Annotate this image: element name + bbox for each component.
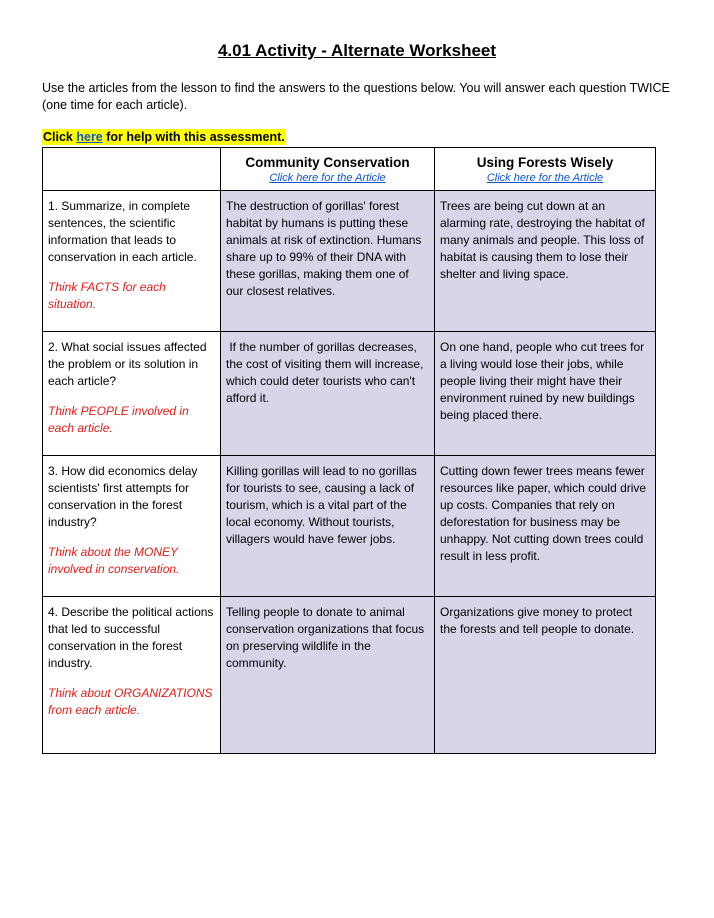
page-title: 4.01 Activity - Alternate Worksheet <box>217 41 497 60</box>
article-link-community[interactable]: Click here for the Article <box>269 172 386 184</box>
hint-text: Think about the MONEY involved in conservation. <box>48 545 180 576</box>
table-row <box>43 456 656 597</box>
answer-cell-forests[interactable] <box>435 456 656 597</box>
article-link-forests[interactable]: Click here for the Article <box>486 172 604 184</box>
table-row <box>43 597 656 754</box>
answer-cell-community[interactable] <box>221 191 435 332</box>
answer-cell-community[interactable] <box>221 597 435 754</box>
worksheet-table <box>42 147 656 754</box>
question-cell <box>43 456 221 597</box>
answer-text: On one hand, people who cut trees for a living would lose their jobs, while people living their might have their environment ruined by new buildings being placed there. <box>440 340 645 422</box>
answer-cell-community[interactable] <box>221 332 435 456</box>
answer-text: Trees are being cut down at an alarming rate, destroying the habitat of many animals and people. This loss of habitat is causing them to lose their shelter and living space. <box>440 199 645 281</box>
question-cell <box>43 597 221 754</box>
answer-cell-forests[interactable] <box>435 191 656 332</box>
answer-cell-forests[interactable] <box>435 332 656 456</box>
question-text: 1. Summarize, in complete sentences, the scientific information that leads to conservation in each article. <box>48 199 197 264</box>
answer-cell-forests[interactable] <box>435 597 656 754</box>
instructions-text: Use the articles from the lesson to find the answers to the questions below. You will answer each question TWICE (one time for each article). <box>42 81 670 112</box>
answer-text: Cutting down fewer trees means fewer resources like paper, which could drive up costs. Companies that rely on deforestation for business may be unhappy. Not cutting down trees could result in less profit. <box>440 464 647 563</box>
hint-text: Think PEOPLE involved in each article. <box>48 404 189 435</box>
help-line <box>42 129 286 145</box>
help-suffix: for help with this assessment. <box>102 130 285 144</box>
answer-text: The destruction of gorillas' forest habitat by humans is putting these animals at risk of extinction. Humans share up to 99% of their DNA with these gorillas, making them one of our closest relatives. <box>226 199 422 298</box>
table-header-row <box>43 148 656 191</box>
help-link[interactable]: here <box>76 130 103 144</box>
hint-text: Think FACTS for each situation. <box>48 280 166 311</box>
header-community-conservation <box>221 148 435 191</box>
answer-text: Telling people to donate to animal conservation organizations that focus on preserving wildlife in the community. <box>226 605 425 670</box>
help-prefix: Click <box>43 130 77 144</box>
answer-text: Organizations give money to protect the forests and tell people to donate. <box>440 605 635 636</box>
answer-text: Killing gorillas will lead to no gorillas for tourists to see, causing a lack of tourism, which is a vital part of the local economy. Without tourists, villagers would have fewer jobs. <box>226 464 417 546</box>
answer-text: If the number of gorillas decreases, the cost of visiting them will increase, which could deter tourists who can't afford it. <box>226 340 427 405</box>
question-text: 4. Describe the political actions that led to successful conservation in the forest industry. <box>48 605 214 670</box>
header-empty-cell <box>43 148 221 191</box>
question-cell <box>43 191 221 332</box>
question-cell <box>43 332 221 456</box>
table-row <box>43 191 656 332</box>
answer-cell-community[interactable] <box>221 456 435 597</box>
column-title: Using Forests Wisely <box>476 155 614 170</box>
question-text: 2. What social issues affected the problem or its solution in each article? <box>48 340 207 388</box>
question-text: 3. How did economics delay scientists' first attempts for conservation in the forest industry? <box>48 464 198 529</box>
header-using-forests-wisely <box>435 148 656 191</box>
column-title: Community Conservation <box>245 155 410 170</box>
hint-text: Think about ORGANIZATIONS from each article. <box>48 686 213 717</box>
table-row <box>43 332 656 456</box>
